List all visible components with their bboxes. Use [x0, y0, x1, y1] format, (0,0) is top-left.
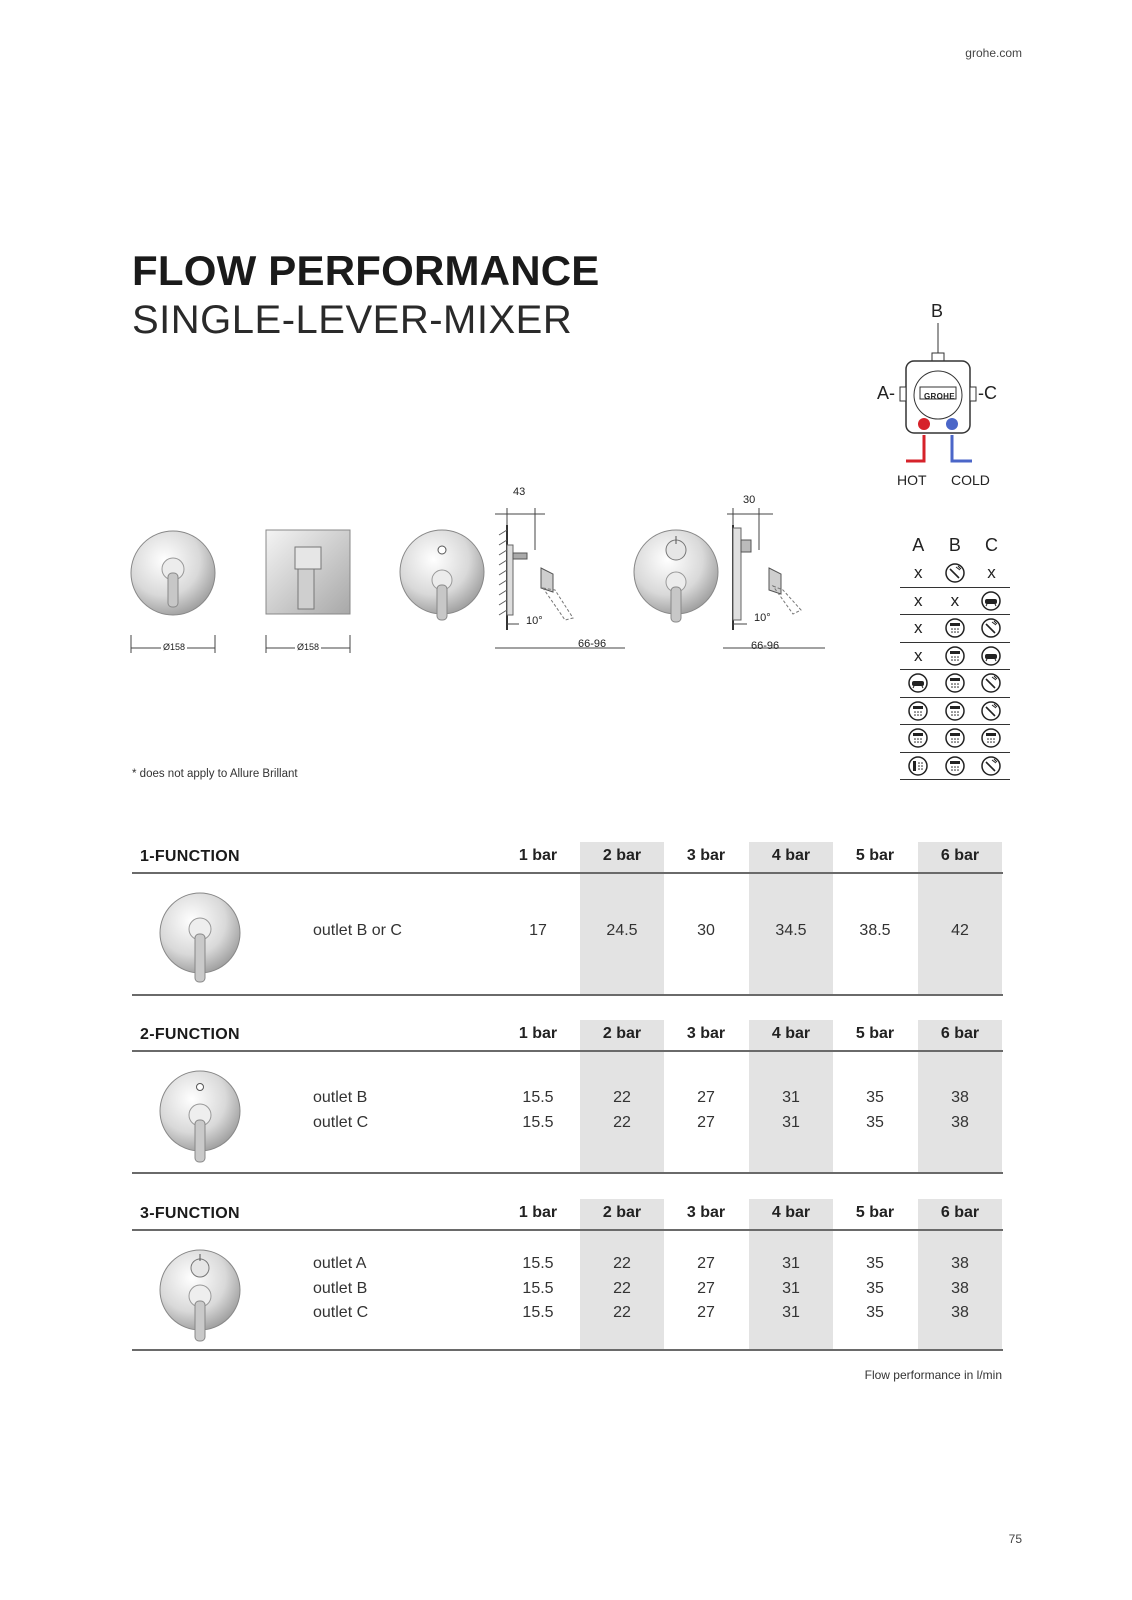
- hand-shower-icon: [973, 670, 1010, 697]
- square-plate-drawing: [260, 525, 355, 660]
- pressure-header: 3 bar: [686, 1025, 726, 1042]
- flow-value: 22: [613, 1280, 631, 1297]
- three-function-thumbnail: [154, 1244, 244, 1344]
- table-title: 2-FUNCTION: [140, 1026, 240, 1043]
- function-matrix-row: [900, 560, 1010, 588]
- dimension-30: 30: [743, 494, 756, 506]
- bath-tub-icon: [973, 643, 1010, 670]
- flow-value: 31: [782, 1280, 800, 1297]
- flow-value: 31: [782, 1089, 800, 1106]
- two-function-thumbnail: [154, 1065, 244, 1165]
- cross-mark: x: [987, 563, 996, 583]
- flow-value: 15.5: [522, 1280, 554, 1297]
- function-matrix-row: [900, 725, 1010, 753]
- shaded-column: [580, 1052, 664, 1172]
- pressure-header: 1 bar: [518, 1204, 558, 1221]
- flow-value: 22: [613, 1255, 631, 1272]
- pressure-header: 6 bar: [918, 1020, 1002, 1050]
- flow-value: 15.5: [522, 1089, 554, 1106]
- flow-table-body: [132, 1231, 1003, 1351]
- flow-table-header: [132, 1020, 1003, 1052]
- pressure-header: 3 bar: [686, 847, 726, 864]
- flow-value: 35: [866, 1114, 884, 1131]
- label-hot: HOT: [897, 472, 927, 488]
- head-shower-icon: [937, 670, 974, 697]
- round-plate-drawing: [125, 525, 220, 660]
- flow-value: 22: [613, 1114, 631, 1131]
- hand-shower-icon: [937, 560, 974, 587]
- outlet-label: outlet C: [313, 1304, 369, 1321]
- function-matrix: [900, 530, 1010, 780]
- cross-mark: x: [914, 563, 923, 583]
- page-title: [132, 247, 600, 342]
- dimension-43: 43: [513, 486, 526, 498]
- flow-value: 27: [697, 1304, 715, 1321]
- outlet-label: outlet B: [313, 1089, 368, 1106]
- bath-tub-icon: [900, 670, 937, 697]
- range-label-1: 66-96: [578, 638, 607, 650]
- pressure-header: 6 bar: [918, 1199, 1002, 1229]
- table-title: 1-FUNCTION: [140, 848, 240, 865]
- flow-value: 38.5: [859, 922, 891, 939]
- pressure-header: 6 bar: [918, 842, 1002, 872]
- flow-value: 35: [866, 1304, 884, 1321]
- head-shower-icon: [900, 698, 937, 725]
- function-matrix-header: [900, 530, 1010, 560]
- flow-value: 15.5: [522, 1255, 554, 1272]
- function-matrix-row: [900, 753, 1010, 781]
- hand-shower-icon: [973, 698, 1010, 725]
- label-b: B: [931, 301, 944, 321]
- function-matrix-row: [900, 588, 1010, 616]
- flow-value: 15.5: [522, 1304, 554, 1321]
- flow-table-body: [132, 1052, 1003, 1174]
- page-number: 75: [1008, 1532, 1022, 1546]
- technical-drawings: [125, 486, 825, 680]
- flow-value: 31: [782, 1304, 800, 1321]
- unit-note: Flow performance in l/min: [864, 1368, 1002, 1382]
- head-shower-icon: [937, 698, 974, 725]
- hand-shower-icon: [973, 615, 1010, 642]
- flow-table-3-function: [132, 1199, 1003, 1351]
- three-function-drawing: [633, 490, 833, 665]
- pressure-header: 2 bar: [580, 842, 664, 872]
- grohe-logo: GROHE: [924, 392, 955, 401]
- flow-value: 38: [951, 1255, 969, 1272]
- site-url[interactable]: grohe.com: [965, 46, 1022, 60]
- flow-value: 35: [866, 1280, 884, 1297]
- pressure-header: 2 bar: [580, 1199, 664, 1229]
- pressure-header: 5 bar: [855, 1204, 895, 1221]
- body-jet-icon: [900, 753, 937, 780]
- cross-mark: x: [914, 590, 923, 610]
- function-col-c: C: [984, 534, 998, 555]
- pressure-header: 2 bar: [580, 1020, 664, 1050]
- connection-diagram: [877, 301, 1020, 495]
- head-shower-icon: [937, 643, 974, 670]
- flow-table-header: [132, 1199, 1003, 1231]
- flow-table-body: [132, 874, 1003, 996]
- function-col-b: B: [948, 534, 961, 555]
- flow-value: 30: [697, 922, 715, 939]
- angle-label-2: 10°: [754, 612, 771, 624]
- range-label-2: 66-96: [751, 640, 780, 652]
- cross-mark: x: [914, 618, 923, 638]
- flow-table-2-function: [132, 1020, 1003, 1174]
- title-main: FLOW PERFORMANCE: [132, 247, 600, 294]
- cross-mark: x: [914, 645, 923, 665]
- label-a: A-: [877, 383, 895, 403]
- footnote: * does not apply to Allure Brillant: [132, 768, 298, 780]
- flow-value: 38: [951, 1089, 969, 1106]
- label-c: -C: [978, 383, 997, 403]
- table-title: 3-FUNCTION: [140, 1205, 240, 1222]
- head-shower-icon: [937, 615, 974, 642]
- round-plate-thumbnail: [154, 887, 244, 983]
- pressure-header: 1 bar: [518, 1025, 558, 1042]
- function-matrix-row: [900, 670, 1010, 698]
- flow-value: 22: [613, 1304, 631, 1321]
- flow-table-header: [132, 842, 1003, 874]
- shaded-column: [749, 1052, 833, 1172]
- head-shower-icon: [937, 725, 974, 752]
- angle-label-1: 10°: [526, 615, 543, 627]
- pressure-header: 4 bar: [749, 842, 833, 872]
- function-matrix-row: [900, 698, 1010, 726]
- flow-value: 31: [782, 1114, 800, 1131]
- outlet-label: outlet C: [313, 1114, 369, 1131]
- flow-value: 38: [951, 1280, 969, 1297]
- pressure-header: 1 bar: [518, 847, 558, 864]
- title-sub: SINGLE-LEVER-MIXER: [132, 298, 573, 342]
- outlet-label: outlet B or C: [313, 922, 402, 939]
- function-matrix-row: [900, 643, 1010, 671]
- diameter-label-1: Ø158: [163, 642, 186, 652]
- flow-value: 42: [951, 922, 969, 939]
- function-col-a: A: [912, 534, 925, 555]
- flow-value: 35: [866, 1089, 884, 1106]
- flow-value: 31: [782, 1255, 800, 1272]
- head-shower-icon: [973, 725, 1010, 752]
- shaded-column: [918, 1052, 1002, 1172]
- flow-value: 15.5: [522, 1114, 554, 1131]
- flow-table-1-function: [132, 842, 1003, 996]
- flow-value: 27: [697, 1280, 715, 1297]
- flow-value: 22: [613, 1089, 631, 1106]
- outlet-label: outlet B: [313, 1280, 368, 1297]
- pressure-header: 4 bar: [749, 1020, 833, 1050]
- pressure-header: 4 bar: [749, 1199, 833, 1229]
- flow-value: 27: [697, 1255, 715, 1272]
- pressure-header: 5 bar: [855, 847, 895, 864]
- flow-value: 17: [529, 922, 547, 939]
- head-shower-icon: [937, 753, 974, 780]
- flow-value: 27: [697, 1114, 715, 1131]
- flow-value: 27: [697, 1089, 715, 1106]
- pressure-header: 5 bar: [855, 1025, 895, 1042]
- flow-value: 38: [951, 1304, 969, 1321]
- flow-value: 38: [951, 1114, 969, 1131]
- cross-mark: x: [950, 590, 960, 610]
- bath-tub-icon: [973, 588, 1010, 615]
- function-matrix-row: [900, 615, 1010, 643]
- diameter-label-2: Ø158: [297, 642, 320, 652]
- flow-value: 35: [866, 1255, 884, 1272]
- label-cold: COLD: [951, 472, 990, 488]
- pressure-header: 3 bar: [686, 1204, 726, 1221]
- head-shower-icon: [900, 725, 937, 752]
- hand-shower-icon: [973, 753, 1010, 780]
- flow-value: 34.5: [775, 922, 807, 939]
- flow-value: 24.5: [606, 922, 638, 939]
- outlet-label: outlet A: [313, 1255, 367, 1272]
